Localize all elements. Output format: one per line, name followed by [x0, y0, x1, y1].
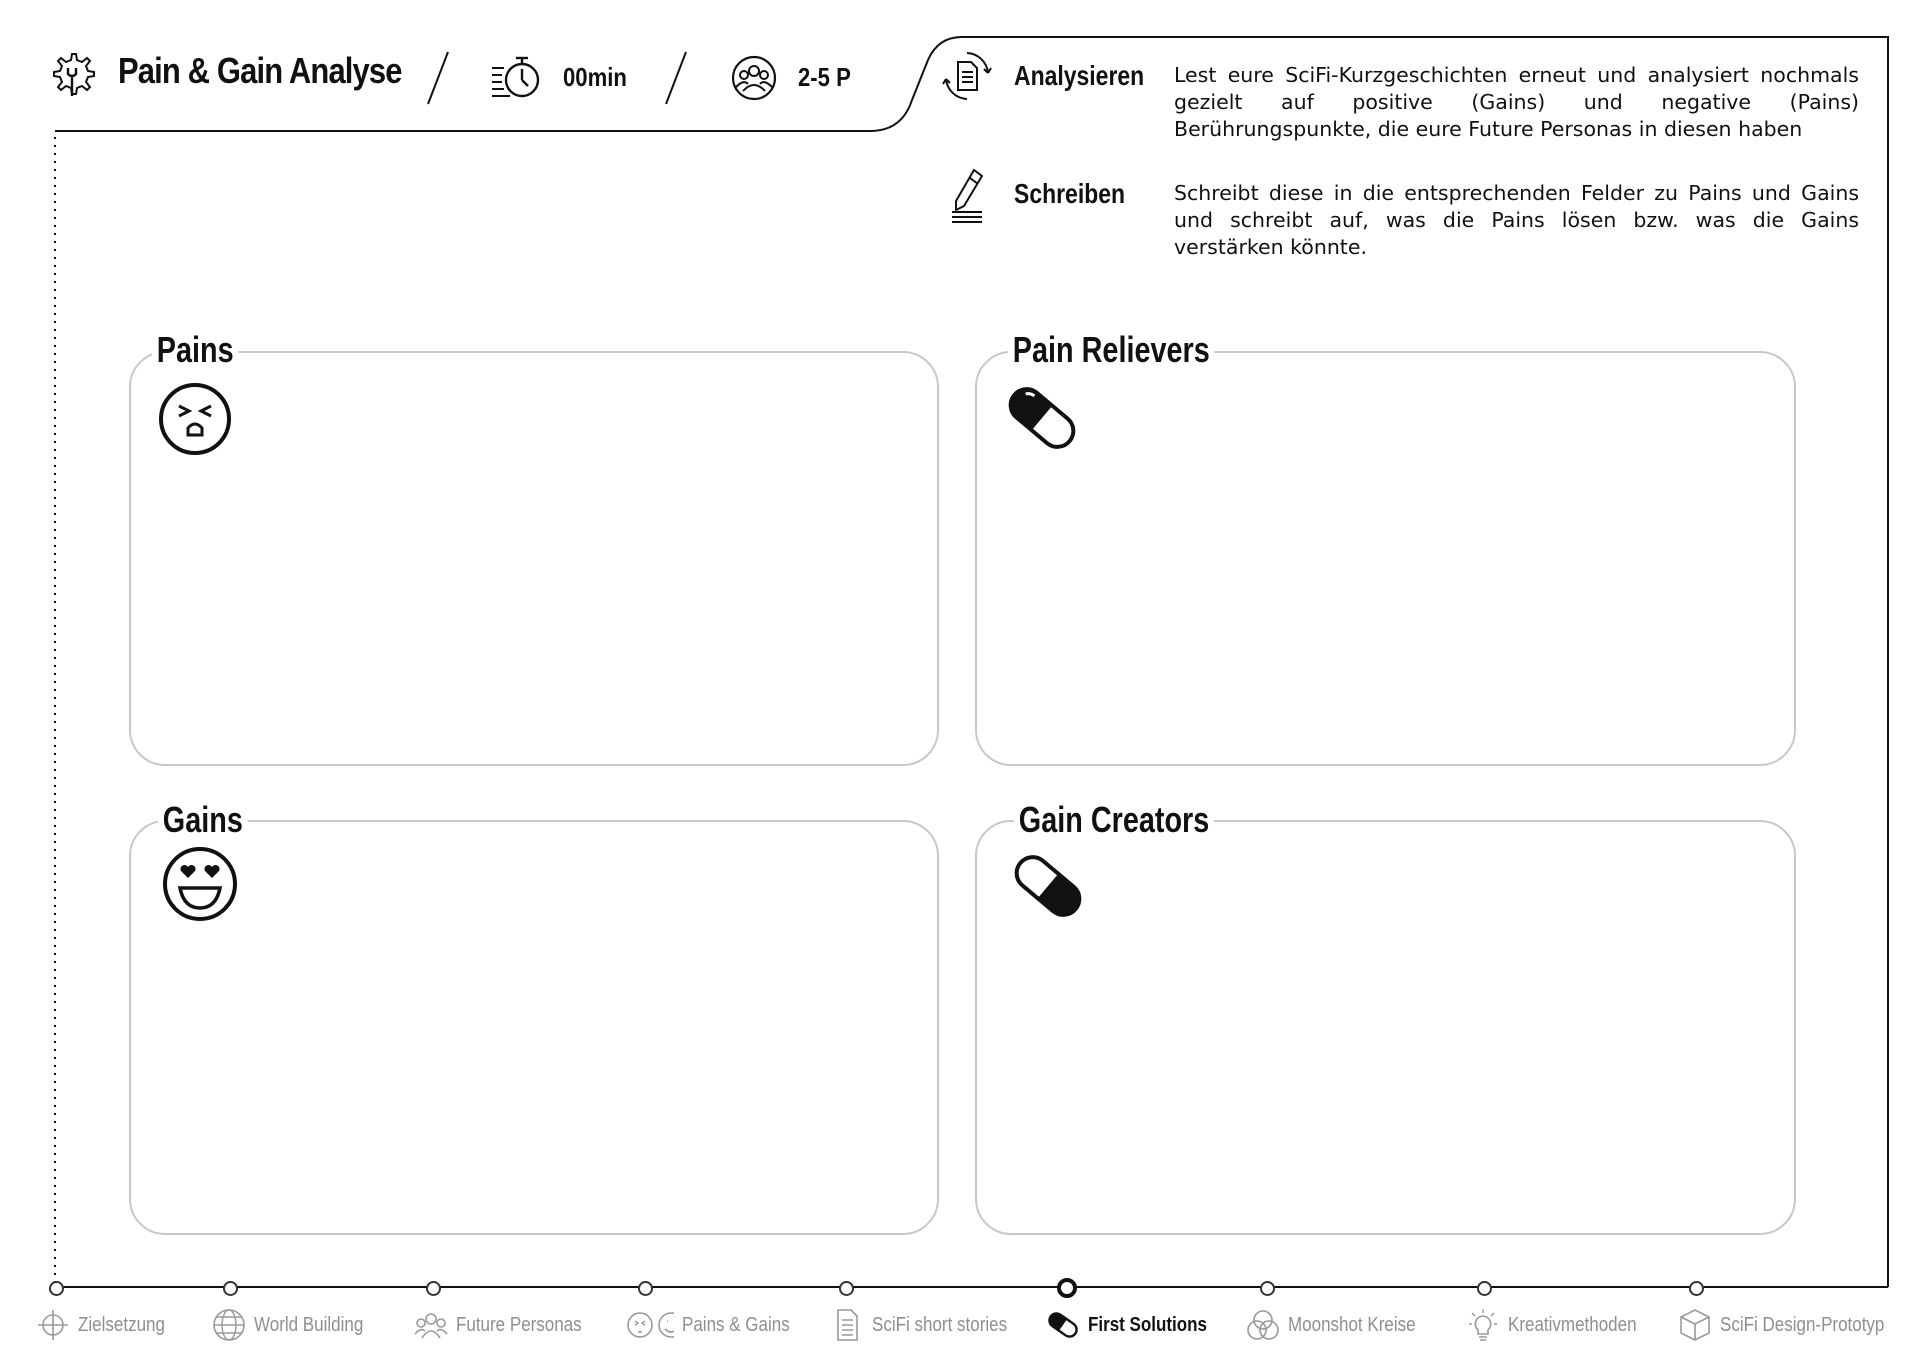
nav-label: SciFi short stories: [872, 1313, 1008, 1336]
timeline-dot[interactable]: [223, 1281, 238, 1296]
nav-label: First Solutions: [1088, 1313, 1207, 1336]
nav-item-future-personas[interactable]: [414, 1305, 604, 1345]
cube-icon: [1678, 1308, 1712, 1342]
document-icon: [830, 1308, 864, 1342]
pains-title: Pains: [152, 330, 238, 370]
timeline-dot[interactable]: [839, 1281, 854, 1296]
step-label-analysieren: Analysieren: [1014, 60, 1145, 91]
heart-eyes-face-icon: [162, 846, 238, 926]
nav-item-pains-gains[interactable]: [614, 1305, 809, 1345]
nav-label: World Building: [254, 1313, 364, 1336]
nav-label: Moonshot Kreise: [1288, 1313, 1416, 1336]
gain-creators-box[interactable]: [975, 820, 1796, 1235]
pain-relievers-title: Pain Relievers: [1008, 330, 1215, 370]
gains-box[interactable]: [129, 820, 939, 1235]
document-cycle-icon: [942, 50, 992, 106]
participants: 2-5 P: [798, 62, 851, 92]
timeline-dot[interactable]: [49, 1281, 64, 1296]
step-label-schreiben: Schreiben: [1014, 178, 1126, 209]
timeline-dot-active[interactable]: [1057, 1278, 1077, 1298]
venn-circles-icon: [1246, 1308, 1280, 1342]
people-icon: [414, 1308, 448, 1342]
nav-item-scifi-design-prototyp[interactable]: [1678, 1305, 1913, 1345]
nav-label: SciFi Design-Prototyp: [1720, 1313, 1885, 1336]
globe-icon: [212, 1308, 246, 1342]
timeline-dot[interactable]: [1689, 1281, 1704, 1296]
nav-label: Kreativmethoden: [1508, 1313, 1637, 1336]
duration: 00min: [563, 62, 627, 92]
stopwatch-icon: [490, 54, 542, 104]
gains-title: Gains: [158, 800, 248, 840]
step-text-analysieren: Lest eure SciFi-Kurzgeschichten erneut und analysiert nochmals gezielt auf positive (Gains) und negative (Pains) Berührungspunkte, die eure Future Personas in diesen haben: [1174, 63, 1859, 141]
pill-icon: [1000, 378, 1084, 462]
pill-icon: [1006, 846, 1090, 930]
page-title: Pain & Gain Analyse: [118, 50, 402, 91]
timeline-dot[interactable]: [638, 1281, 653, 1296]
nav-item-zielsetzung[interactable]: [36, 1305, 180, 1345]
faces-icon: [614, 1308, 674, 1342]
gear-wrench-icon: [48, 50, 96, 104]
timeline-dot[interactable]: [1260, 1281, 1275, 1296]
pencil-icon: [950, 168, 986, 228]
group-icon: [730, 54, 778, 106]
gain-creators-title: Gain Creators: [1014, 800, 1214, 840]
nav-item-world-building[interactable]: [212, 1305, 383, 1345]
lightbulb-icon: [1466, 1308, 1500, 1342]
frustrated-face-icon: [158, 382, 232, 460]
timeline-dot[interactable]: [1477, 1281, 1492, 1296]
timeline-dot[interactable]: [426, 1281, 441, 1296]
nav-item-kreativmethoden[interactable]: [1466, 1305, 1659, 1345]
nav-item-moonshot-kreise[interactable]: [1246, 1305, 1438, 1345]
pain-relievers-box[interactable]: [975, 351, 1796, 766]
nav-item-scifi-short-stories[interactable]: [830, 1305, 1031, 1345]
pains-box[interactable]: [129, 351, 939, 766]
pill-icon: [1046, 1308, 1080, 1342]
nav-label: Pains & Gains: [682, 1313, 790, 1336]
nav-label: Future Personas: [456, 1313, 582, 1336]
step-text-schreiben: Schreibt diese in die entsprechenden Felder zu Pains und Gains und schreibt auf, was die Pains lösen bzw. was die Gains verstärken könnte.: [1174, 181, 1859, 259]
nav-label: Zielsetzung: [78, 1313, 165, 1336]
crosshair-icon: [36, 1308, 70, 1342]
nav-item-first-solutions[interactable]: [1046, 1305, 1228, 1345]
